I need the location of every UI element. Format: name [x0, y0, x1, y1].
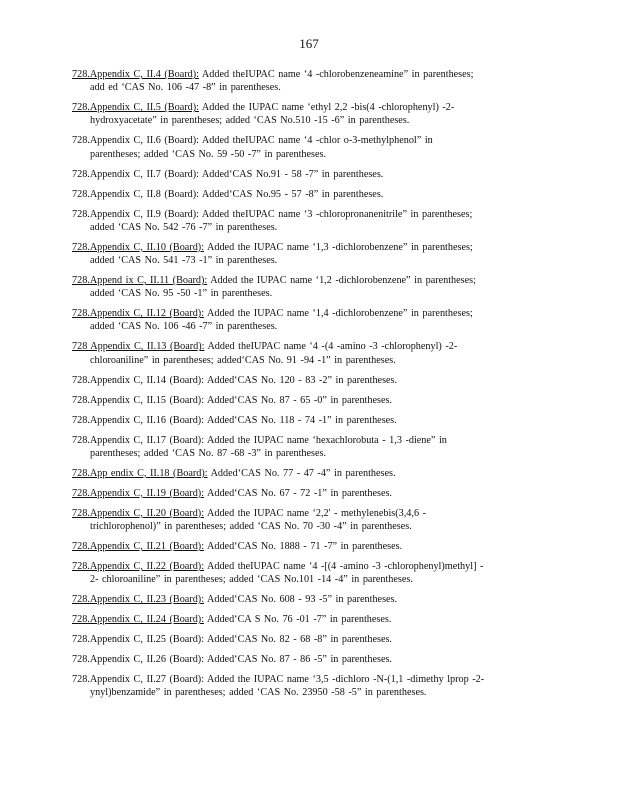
entry-text-line2: parentheses; added ‘CAS No. 59 -50 -7” in parentheses. [90, 148, 327, 160]
amendment-entry [72, 673, 542, 699]
entry-reference: 728.Appendix C, II.12 (Board): [72, 308, 205, 320]
entry-reference: 728.Appendix C, II.4 (Board): [72, 69, 199, 80]
entry-reference: 728.Appendix C, II.15 (Board): [72, 394, 205, 406]
amendment-entry [72, 340, 542, 366]
entry-text-line1: Added the IUPAC name ‘ethyl 2,2 -bis(4 -chlorophenyl) -2- [201, 102, 455, 114]
entry-text-line1: Added the IUPAC name ‘2,2' - methylenebis(3,4,6 - [207, 507, 426, 519]
amendment-entry [72, 274, 542, 300]
entry-text-line1: Added‘CAS No. 120 - 83 -2” in parentheses. [207, 374, 398, 386]
amendment-list [72, 68, 542, 706]
entry-reference: 728.Appendix C, II.6 (Board): [72, 135, 199, 147]
entry-reference: 728.Appendix C, II.16 (Board): [72, 414, 205, 426]
entry-text-line2: add ed ‘CAS No. 106 -47 -8” in parentheses. [90, 82, 281, 94]
entry-reference: 728.Appendix C, II.21 (Board): [72, 541, 205, 553]
amendment-entry [72, 633, 542, 646]
entry-reference: 728.Appendix C, II.24 (Board): [72, 614, 205, 626]
entry-text-line1: Added‘CAS No. 82 - 68 -8” in parentheses. [207, 634, 392, 646]
entry-text-line1: Added‘CAS No.91 - 58 -7” in parentheses. [201, 168, 384, 180]
entry-text-line1: Added theIUPAC name ‘4 -chlorobenzeneamine” in parentheses; [201, 69, 474, 80]
amendment-entry [72, 134, 542, 160]
entry-reference: 728.Appendix C, II.20 (Board): [72, 507, 205, 519]
entry-reference: 728.Appendix C, II.14 (Board): [72, 374, 205, 386]
entry-reference: 728.App endix C, II.18 (Board): [72, 467, 208, 479]
entry-text-line1: Added theIUPAC name ‘3 -chloropronanenitrile” in parentheses; [201, 208, 473, 220]
amendment-entry [72, 653, 542, 666]
entry-text-line1: Added the IUPAC name ‘hexachlorobuta - 1,3 -diene” in [207, 434, 447, 446]
entry-text-line1: Added‘CAS No. 87 - 86 -5” in parentheses. [207, 654, 392, 666]
entry-reference: 728.Appendix C, II.9 (Board): [72, 208, 199, 220]
entry-text-line1: Added‘CAS No. 77 - 47 -4” in parentheses. [210, 467, 396, 479]
entry-reference: 728.Appendix C, II.25 (Board): [72, 634, 205, 646]
amendment-entry [72, 434, 542, 460]
entry-text-line1: Added the IUPAC name ‘1,4 -dichlorobenzene” in parentheses; [207, 308, 473, 320]
entry-text-line2: added ‘CAS No. 542 -76 -7” in parentheses. [90, 221, 278, 233]
entry-text-line1: Added the IUPAC name ‘3,5 -dichloro -N-(1,1 -dimethy lprop -2- [207, 674, 485, 686]
amendment-entry [72, 68, 542, 94]
page-number: 167 [299, 36, 319, 51]
amendment-entry [72, 613, 542, 626]
entry-text-line2: added ‘CAS No. 106 -46 -7” in parentheses. [90, 321, 278, 333]
amendment-entry [72, 593, 542, 606]
amendment-entry [72, 414, 542, 427]
entry-text-line2: parentheses; added ‘CAS No. 87 -68 -3” in parentheses. [90, 447, 327, 459]
entry-reference: 728.Appendix C, II.8 (Board): [72, 188, 199, 200]
amendment-entry [72, 374, 542, 387]
entry-reference: 728.Appendix C, II.27 (Board): [72, 674, 205, 686]
entry-text-line1: Added‘CAS No. 87 - 65 -0” in parentheses. [207, 394, 392, 406]
entry-text-line1: Added‘CAS No. 1888 - 71 -7” in parentheses. [207, 541, 403, 553]
entry-text-line2: added ‘CAS No. 95 -50 -1” in parentheses. [90, 288, 273, 300]
amendment-entry [72, 394, 542, 407]
entry-reference: 728.Appendix C, II.23 (Board): [72, 594, 205, 606]
entry-reference: 728.Appendix C, II.7 (Board): [72, 168, 199, 180]
amendment-entry [72, 560, 542, 586]
entry-text-line1: Added theIUPAC name ‘4 -(4 -amino -3 -chlorophenyl) -2- [207, 341, 458, 353]
entry-text-line2: trichlorophenol)” in parentheses; added ‘CAS No. 70 -30 -4” in parentheses. [90, 521, 412, 533]
amendment-entry [72, 487, 542, 500]
entry-reference: 728.Appendix C, II.10 (Board): [72, 241, 205, 253]
entry-text-line2: hydroxyacetate” in parentheses; added ‘CAS No.510 -15 -6” in parentheses. [90, 115, 410, 127]
entry-text-line1: Added‘CAS No. 67 - 72 -1” in parentheses. [207, 487, 392, 499]
amendment-entry [72, 540, 542, 553]
entry-text-line1: Added‘CAS No. 118 - 74 -1” in parentheses. [207, 414, 397, 426]
entry-reference: 728.Appendix C, II.26 (Board): [72, 654, 205, 666]
amendment-entry [72, 307, 542, 333]
amendment-entry [72, 101, 542, 127]
entry-reference: 728.Appendix C, II.5 (Board): [72, 102, 199, 114]
entry-text-line1: Added theIUPAC name ‘4 -[(4 -amino -3 -chlorophenyl)methyl] - [207, 561, 484, 573]
entry-reference: 728.Appendix C, II.17 (Board): [72, 434, 205, 446]
entry-reference: 728.Appendix C, II.19 (Board): [72, 487, 205, 499]
entry-text-line1: Added‘CAS No. 608 - 93 -5” in parentheses. [207, 594, 398, 606]
entry-text-line1: Added the IUPAC name ‘1,3 -dichlorobenzene” in parentheses; [207, 241, 473, 253]
amendment-entry [72, 467, 542, 480]
entry-text-line2: ynyl)benzamide” in parentheses; added ‘CAS No. 23950 -58 -5” in parentheses. [90, 687, 427, 699]
amendment-entry [72, 168, 542, 181]
entry-reference: 728.Append ix C, II.11 (Board): [72, 275, 208, 287]
entry-text-line1: Added‘CA S No. 76 -01 -7” in parentheses. [207, 614, 392, 626]
amendment-entry [72, 188, 542, 201]
amendment-entry [72, 241, 542, 267]
amendment-entry [72, 507, 542, 533]
entry-text-line1: Added‘CAS No.95 - 57 -8” in parentheses. [201, 188, 384, 200]
entry-text-line1: Added the IUPAC name ‘1,2 -dichlorobenzene” in parentheses; [210, 275, 476, 287]
entry-text-line2: chloroaniline” in parentheses; added‘CAS No. 91 -94 -1” in parentheses. [90, 354, 396, 366]
entry-reference: 728 Appendix C, II.13 (Board): [72, 341, 205, 353]
entry-text-line2: 2- chloroaniline” in parentheses; added ‘CAS No.101 -14 -4” in parentheses. [90, 574, 413, 586]
entry-text-line2: added ‘CAS No. 541 -73 -1” in parentheses. [90, 255, 278, 267]
entry-text-line1: Added theIUPAC name ‘4 -chlor o-3-methylphenol” in [201, 135, 433, 147]
entry-reference: 728.Appendix C, II.22 (Board): [72, 561, 205, 573]
amendment-entry [72, 208, 542, 234]
